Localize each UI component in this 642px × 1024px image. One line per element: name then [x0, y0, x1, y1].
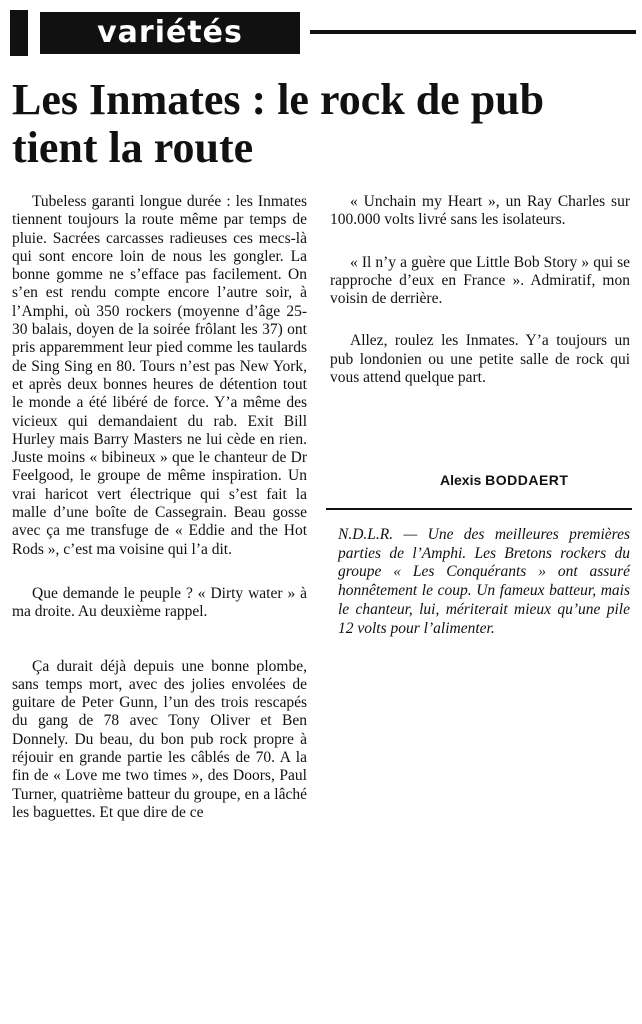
- note-text: — Une des meilleures premières parties de l’Amphi. Les Bretons rockers du groupe « Les Conquérants » ont assuré honnêtement le coup. Un fameux batteur, mais le chanteur, lui, mériterait mieux qu’une pile 12 volts pour l’alimenter.: [338, 526, 630, 637]
- note-label: N.D.L.R.: [338, 526, 394, 543]
- header-bar-mark: [10, 10, 28, 56]
- article-column-right: [330, 193, 630, 387]
- article-column-left: [12, 193, 307, 822]
- paragraph: « Il n’y a guère que Little Bob Story » qui se rapproche d’eux en France ». Admiratif, mon voisin de derrière.: [330, 253, 630, 308]
- paragraph: « Unchain my Heart », un Ray Charles sur 100.000 volts livré sans les isolateurs.: [330, 193, 630, 229]
- section-rubric: variétés: [40, 12, 300, 54]
- paragraph: Ça durait déjà depuis une bonne plombe, sans temps mort, avec des jolies envolées de guitare de Peter Gunn, l’un des trois rescapés du gang de 78 avec Tony Oliver et Ben Donnely. Du beau, du bon pub rock propre à réjouir en grande partie les câblés de 70. A la fin de « Love me two times », des Doors, Paul Turner, quatrième batteur du groupe, en a lâché les baguettes. Et que dire de ce: [12, 657, 307, 821]
- header-rule: [310, 30, 636, 34]
- author-first-name: Alexis: [440, 472, 482, 488]
- author-last-name: BODDAERT: [485, 472, 569, 488]
- author-byline: [440, 472, 568, 488]
- article-headline: Les Inmates : le rock de pub tient la route: [12, 75, 545, 172]
- paragraph: Tubeless garanti longue durée : les Inmates tiennent toujours la route même par temps de pluie. Sacrées carcasses radieuses ces mecs-là qui sont encore loin de nous les gongler. La bonne gomme ne s’efface pas facilement. On s’en est rendu compte encore l’autre soir, à l’Amphi, où 350 rockers (moyenne d’âge 25-30 balais, doyen de la soirée frôlant les 37) ont pris apparemment leur pied comme les taulards de Sing Sing en 80. Tours n’est pas New York, et après deux bonnes heures de détention tout le monde a été libéré de force. Y’a même des vicieux qui demandaient du rab. Exit Bill Hurley mais Barry Masters ne lui cède en rien. Juste moins « bibineux » que le chanteur de Dr Feelgood, le groupe de même inspiration. Un vrai haricot vert électrique qui s’est fait la malle d’une boîte de Cassegrain. Beau gosse avec ça me transfuge de « Eddie and the Hot Rods », c’est ma voisine qui l’a dit.: [12, 193, 307, 558]
- section-header: [10, 10, 636, 56]
- paragraph: Que demande le peuple ? « Dirty water » à ma droite. Au deuxième rappel.: [12, 584, 307, 621]
- editor-note: [338, 526, 630, 638]
- paragraph: Allez, roulez les Inmates. Y’a toujours un pub londonien ou une petite salle de rock qui vous attend quelque part.: [330, 332, 630, 387]
- note-divider: [326, 508, 632, 510]
